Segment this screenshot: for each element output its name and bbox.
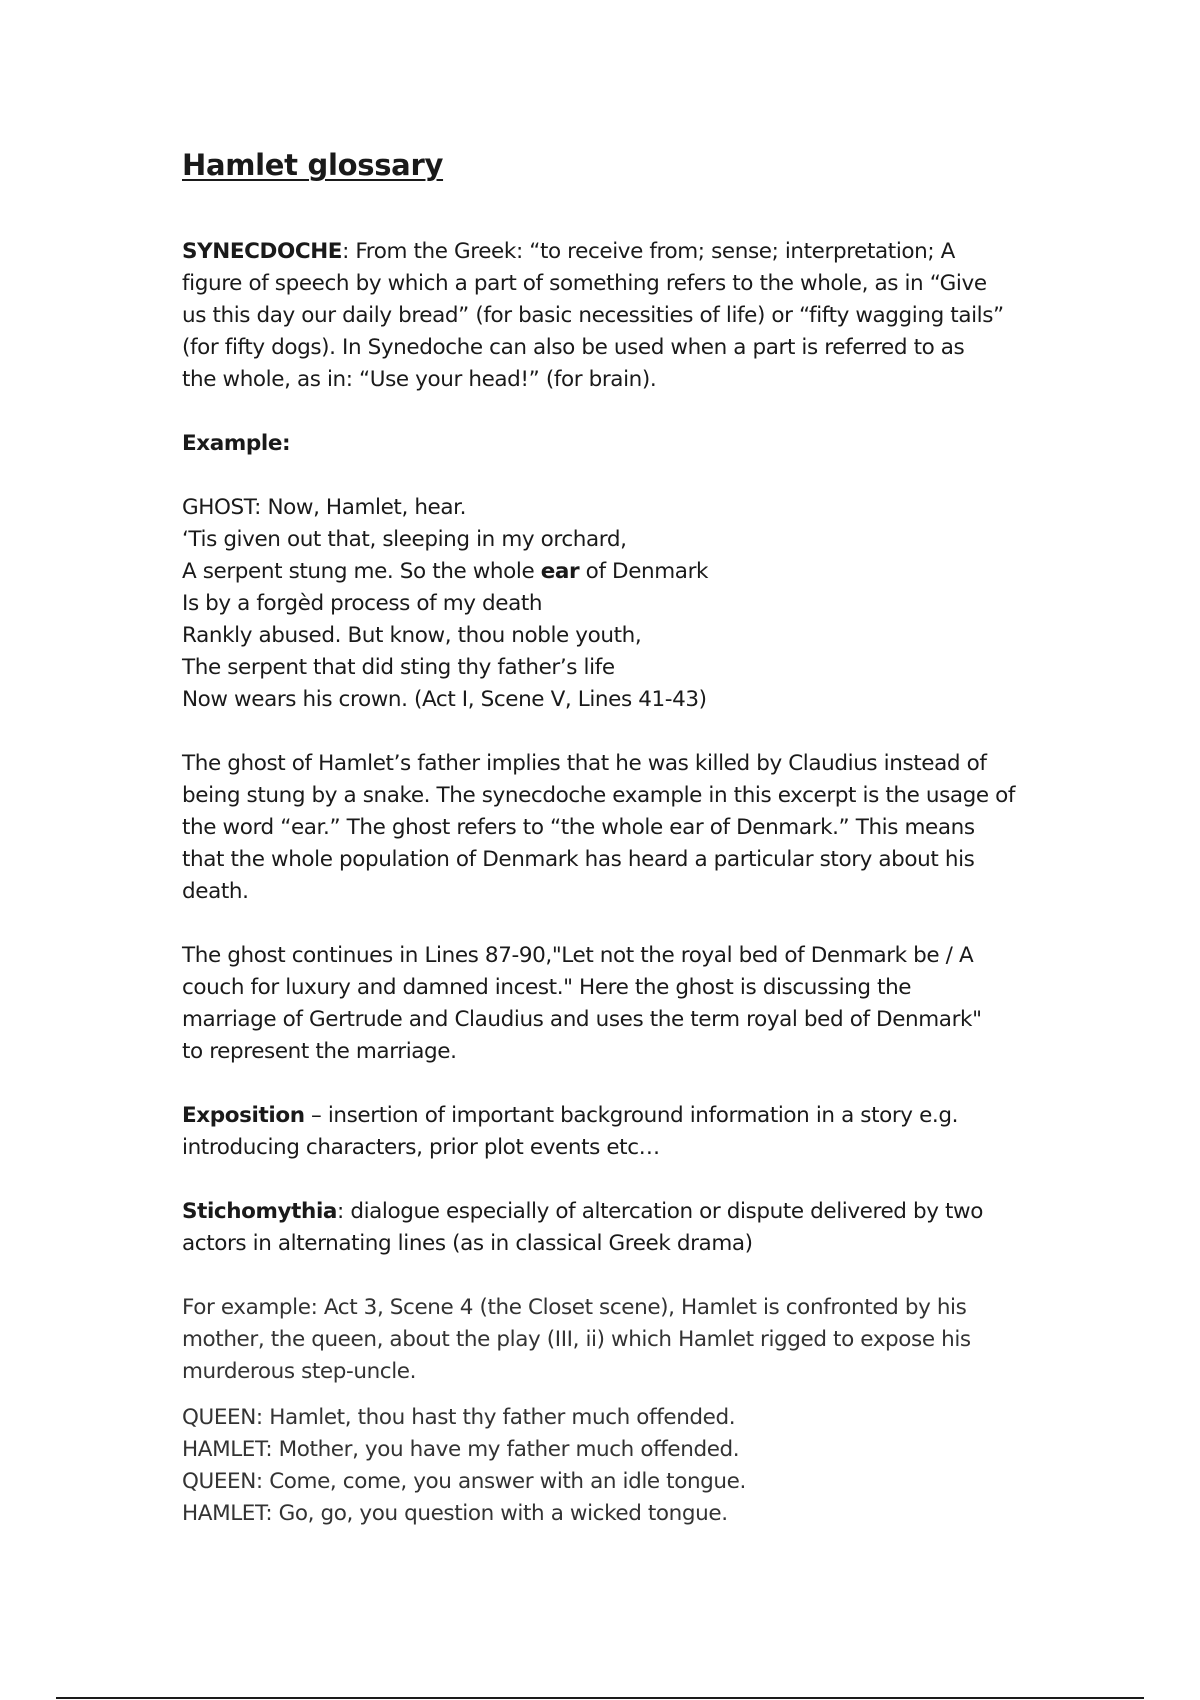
example-line: murderous step-uncle. [182, 1359, 417, 1384]
quote-line: Rankly abused. But know, thou noble youth, [182, 623, 642, 648]
definition-line: figure of speech by which a part of something refers to the whole, as in “Give [182, 271, 987, 296]
term-exposition: Exposition [182, 1103, 305, 1128]
analysis-line: couch for luxury and damned incest." Here the ghost is discussing the [182, 975, 912, 1000]
analysis-line: marriage of Gertrude and Claudius and uses the term royal bed of Denmark" [182, 1007, 982, 1032]
ghost-quote [182, 492, 1042, 716]
analysis-line: The ghost of Hamlet’s father implies that he was killed by Claudius instead of [182, 751, 987, 776]
term-stichomythia: Stichomythia [182, 1199, 338, 1224]
dialogue-line: HAMLET: Go, go, you question with a wicked tongue. [182, 1501, 728, 1526]
page-title: Hamlet glossary [182, 148, 444, 182]
analysis-line: being stung by a snake. The synecdoche example in this excerpt is the usage of [182, 783, 1016, 808]
quote-line: ‘Tis given out that, sleeping in my orchard, [182, 527, 627, 552]
footer-divider [56, 1697, 1144, 1699]
example-heading: Example: [182, 431, 291, 456]
quote-line: A serpent stung me. So the whole ear of Denmark [182, 559, 709, 584]
analysis-line: death. [182, 879, 249, 904]
definition-line: actors in alternating lines (as in classical Greek drama) [182, 1231, 753, 1256]
quote-line: The serpent that did sting thy father’s life [182, 655, 615, 680]
definition-line: SYNECDOCHE: From the Greek: “to receive from; sense; interpretation; A [182, 239, 955, 264]
analysis-line: The ghost continues in Lines 87-90,"Let not the royal bed of Denmark be / A [182, 943, 974, 968]
stichomythia-dialogue [182, 1402, 1042, 1530]
quote-line: GHOST: Now, Hamlet, hear. [182, 495, 467, 520]
analysis-paragraph-2 [182, 940, 1042, 1068]
term-synecdoche: SYNECDOCHE [182, 239, 343, 264]
emphasis-ear: ear [540, 559, 580, 584]
exposition-definition [182, 1100, 1042, 1164]
dialogue-line: HAMLET: Mother, you have my father much offended. [182, 1437, 740, 1462]
example-line: For example: Act 3, Scene 4 (the Closet scene), Hamlet is confronted by his [182, 1295, 967, 1320]
definition-line: Stichomythia: dialogue especially of altercation or dispute delivered by two [182, 1199, 983, 1224]
closet-scene-example [182, 1292, 1042, 1388]
definition-line: (for fifty dogs). In Synedoche can also be used when a part is referred to as [182, 335, 965, 360]
example-line: mother, the queen, about the play (III, ii) which Hamlet rigged to expose his [182, 1327, 971, 1352]
definition-line: us this day our daily bread” (for basic necessities of life) or “fifty wagging tails” [182, 303, 1004, 328]
stichomythia-definition [182, 1196, 1042, 1260]
document-page [182, 148, 1042, 1530]
analysis-line: the word “ear.” The ghost refers to “the whole ear of Denmark.” This means [182, 815, 975, 840]
analysis-paragraph-1 [182, 748, 1042, 908]
definition-line: the whole, as in: “Use your head!” (for brain). [182, 367, 657, 392]
quote-line: Now wears his crown. (Act I, Scene V, Lines 41-43) [182, 687, 707, 712]
quote-line: Is by a forgèd process of my death [182, 591, 543, 616]
synecdoche-definition [182, 236, 1042, 396]
dialogue-line: QUEEN: Hamlet, thou hast thy father much offended. [182, 1405, 736, 1430]
analysis-line: to represent the marriage. [182, 1039, 457, 1064]
analysis-line: that the whole population of Denmark has heard a particular story about his [182, 847, 975, 872]
dialogue-line: QUEEN: Come, come, you answer with an idle tongue. [182, 1469, 746, 1494]
definition-line: Exposition – insertion of important background information in a story e.g. [182, 1103, 959, 1128]
definition-line: introducing characters, prior plot events etc… [182, 1135, 660, 1160]
